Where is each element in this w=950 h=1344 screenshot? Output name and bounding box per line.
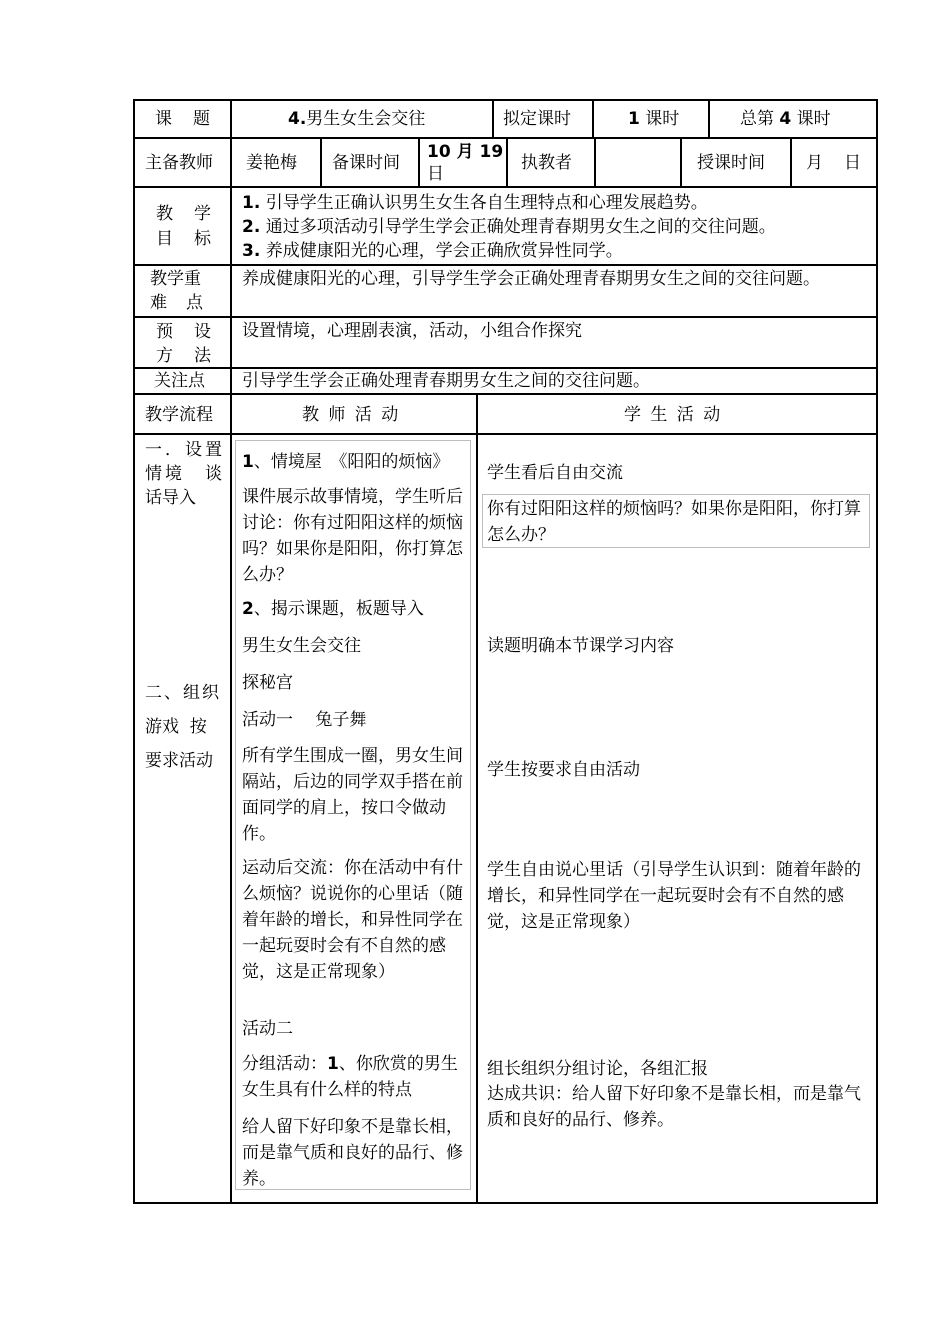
teacher-p3: 2、揭示课题，板题导入 — [242, 599, 424, 619]
goals-label-line1: 教 学 — [156, 204, 213, 224]
teacher-p10: 分组活动：1、你欣赏的男生女生具有什么样的特点 — [242, 1054, 458, 1100]
teach-time-label: 授课时间 — [697, 153, 765, 173]
teacher-label: 主备教师 — [145, 153, 213, 173]
teacher-activity-header: 教 师 活 动 — [302, 405, 401, 425]
focus-label: 关注点 — [154, 371, 205, 391]
step1-line2: 情境 谈 — [145, 464, 225, 484]
teacher-p6: 活动一 兔子舞 — [242, 710, 367, 730]
row-separator — [133, 433, 878, 435]
total-hours-value: 总第 4 课时 — [740, 109, 831, 129]
teacher-p1: 1、情境屋 《阳阳的烦恼》 — [242, 452, 450, 472]
student-s4: 学生按要求自由活动 — [487, 760, 640, 780]
lesson-title-number: 4. — [288, 109, 307, 129]
table-border-top — [133, 99, 878, 101]
student-s5: 学生自由说心里话（引导学生认识到：随着年龄的增长，和异性同学在一起玩耍时会有不自然的感觉，这是正常现象） — [487, 860, 861, 932]
row-separator — [133, 316, 878, 318]
lesson-title — [288, 107, 425, 131]
step1-line3: 话导入 — [145, 488, 196, 508]
teacher-p8: 运动后交流：你在活动中有什么烦恼？说说你的心里话（随着年龄的增长，和异性同学在一起玩耍时会有不自然的感觉，这是正常现象） — [242, 858, 463, 982]
teacher-p2: 课件展示故事情境，学生听后讨论：你有过阳阳这样的烦恼吗？如果你是阳阳，你打算怎么办？ — [242, 487, 463, 585]
month-label: 月 — [806, 153, 823, 173]
teacher-p11: 给人留下好印象不是靠长相，而是靠气质和良好的品行、修养。 — [242, 1117, 463, 1189]
student-s2: 你有过阳阳这样的烦恼吗？如果你是阳阳，你打算怎么办？ — [487, 499, 861, 545]
student-s7: 达成共识：给人留下好印象不是靠长相，而是靠气质和良好的品行、修养。 — [487, 1084, 861, 1130]
student-s1: 学生看后自由交流 — [487, 463, 623, 483]
goals-label-line2: 目 标 — [156, 229, 213, 249]
student-s6: 组长组织分组讨论，各组汇报 — [487, 1059, 708, 1079]
teacher-p4: 男生女生会交往 — [242, 636, 361, 656]
column-divider — [230, 99, 232, 1204]
row-separator — [133, 393, 878, 395]
step1-line1: 一．设置 — [145, 440, 225, 460]
focus-text: 引导学生学会正确处理青春期男女生之间的交往问题。 — [242, 371, 650, 391]
column-divider — [506, 137, 508, 187]
prep-date-line1: 10 月 19 — [427, 142, 504, 162]
goal-item: 1. 引导学生正确认识男生女生各自生理特点和心理发展趋势。 — [242, 193, 708, 213]
executor-label: 执教者 — [521, 153, 572, 173]
process-label: 教学流程 — [145, 405, 213, 425]
column-divider — [476, 393, 478, 1204]
column-divider — [680, 137, 682, 187]
day-label: 日 — [844, 153, 861, 173]
key-points-label-line1: 教学重 — [150, 269, 201, 289]
column-divider — [418, 137, 420, 187]
teacher-p9: 活动二 — [242, 1019, 293, 1039]
key-points-text: 养成健康阳光的心理，引导学生学会正确处理青春期男女生之间的交往问题。 — [242, 269, 820, 289]
planned-hours-label: 拟定课时 — [503, 109, 571, 129]
step2-line3: 要求活动 — [145, 751, 213, 771]
column-divider — [320, 137, 322, 187]
teacher-name: 姜艳梅 — [246, 153, 297, 173]
planned-hours-value: 1 课时 — [628, 109, 680, 129]
prep-date-line2: 日 — [427, 164, 444, 184]
table-border-bottom — [133, 1202, 878, 1204]
teacher-p5: 探秘宫 — [242, 673, 293, 693]
prep-time-label: 备课时间 — [332, 153, 400, 173]
subject-label: 课 题 — [155, 109, 212, 129]
student-activity-header: 学 生 活 动 — [624, 405, 723, 425]
key-points-label-line2: 难 点 — [150, 293, 204, 313]
lesson-title-text: 男生女生会交往 — [306, 109, 426, 129]
goal-item: 2. 通过多项活动引导学生学会正确处理青春期男女生之间的交往问题。 — [242, 217, 776, 237]
column-divider — [708, 99, 710, 138]
step2-line2: 游戏 按 — [145, 717, 207, 737]
methods-label-line2: 方 法 — [156, 346, 213, 366]
methods-label-line1: 预 设 — [156, 322, 213, 342]
student-s3: 读题明确本节课学习内容 — [487, 636, 674, 656]
goal-item: 3. 养成健康阳光的心理，学会正确欣赏异性同学。 — [242, 241, 623, 261]
column-divider — [592, 99, 594, 138]
column-divider — [594, 137, 596, 187]
step2-line1: 二、组织 — [145, 683, 221, 703]
column-divider — [492, 99, 494, 138]
methods-text: 设置情境，心理剧表演，活动，小组合作探究 — [242, 321, 582, 341]
teacher-p7: 所有学生围成一圈，男女生间隔站，后边的同学双手搭在前面同学的肩上，按口令做动作。 — [242, 746, 463, 844]
column-divider — [790, 137, 792, 187]
